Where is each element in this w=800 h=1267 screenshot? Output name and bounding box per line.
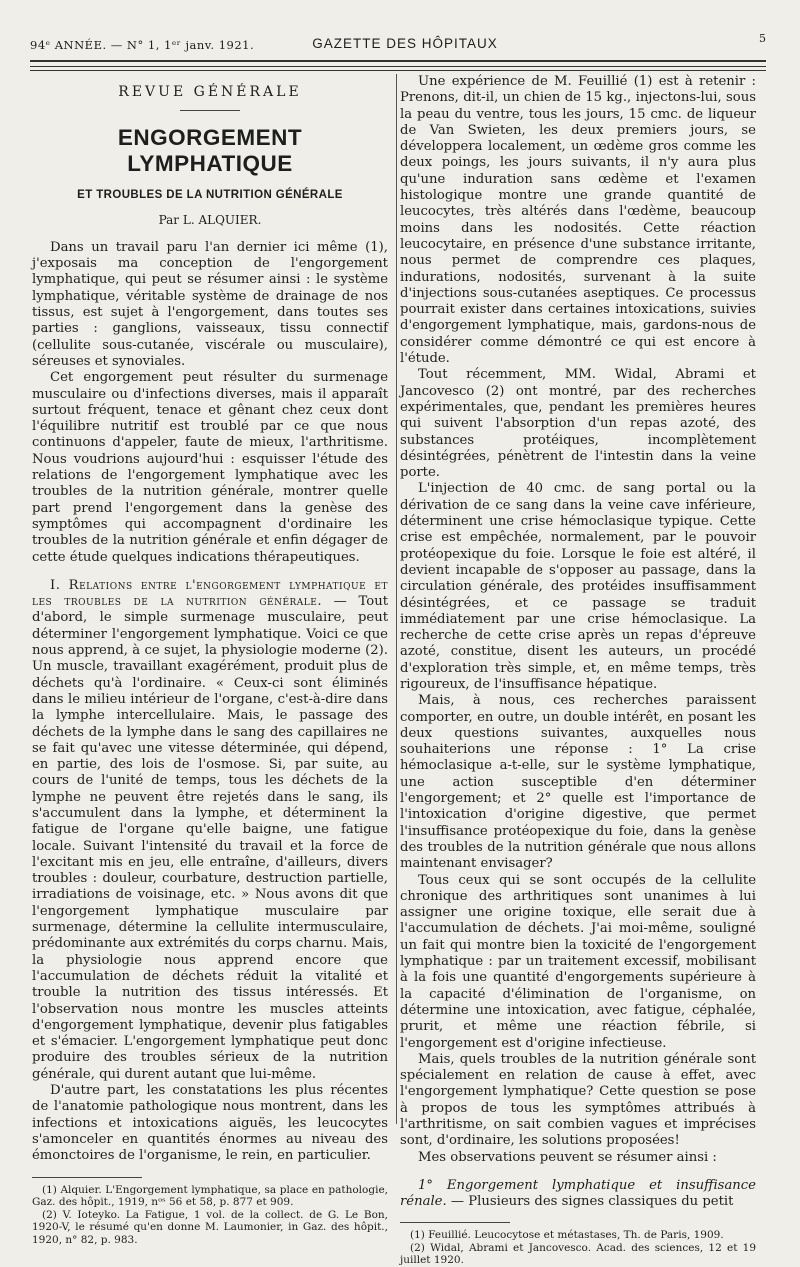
- page-header: [30, 32, 766, 58]
- footnote-rule: [32, 1177, 142, 1178]
- section-body: — Tout d'abord, le simple surmenage musculaire, peut déterminer l'engorgement lymphatique. Voici ce que nous apprend, à ce sujet, la physiologie moderne (2). Un muscle, travaillant exagérément, produit plus de déchets qu'à l'ordinaire. « Ceux-ci sont éliminés dans le milieu intérieur de l'organe, c'est-à-dire dans la lymphe intercellulaire. Mais, le passage des déchets de la lymphe dans le sang des capillaires ne se fait qu'avec une vitesse déterminée, qui dépend, en partie, des lois de l'osmose. Si, par suite, au cours de l'unité de temps, tous les déchets de la lymphe ne peuvent être rejetés dans le sang, ils s'accumulent dans la lymphe, et déterminent la fatigue de l'organe qu'elle baigne, une fatigue locale. Suivant l'intensité du travail et la force de l'excitant mis en jeu, elle entraîne, d'ailleurs, divers troubles : douleur, courbature, destruction partielle, irradiations de voisinage, etc. » Nous avons dit que l'engorgement lymphatique musculaire par surmenage, détermine la cellulite intermusculaire, prédominante aux extrémités du corps charnu. Mais, la physiologie nous apprend encore que l'accumulation de déchets réduit la vitalité et trouble la nutrition des tissus intéressés. Et l'observation nous montre les muscles atteints d'engorgement lymphatique, devenir plus fatigables et s'émacier. L'engorgement lymphatique peut donc produire des troubles sérieux de la nutrition générale, qui durent autant que lui-même.: [32, 594, 389, 1082]
- paragraph: D'autre part, les constatations les plus récentes de l'anatomie pathologique nous montrent, dans les infections et intoxications aiguës, les leucocytes s'amonceler en quantités énormes au niveau des émonctoires de l'organisme, le rein, en particulier.: [32, 1083, 388, 1164]
- right-column: [400, 74, 756, 1267]
- paragraph: [400, 1178, 756, 1211]
- paragraph: Cet engorgement peut résulter du surmenage musculaire ou d'infections diverses, mais il apparaît surtout fréquent, tenace et gênant chez ceux dont l'équilibre nutritif est troublé par ce que nous continuons d'appeler, faute de mieux, l'arthritisme. Nous voudrions aujourd'hui : esquisser l'étude des relations de l'engorgement lymphatique avec les troubles de la nutrition générale, montrer quelle part prend l'engorgement dans la genèse des symptômes qui accompagnent d'ordinaire les troubles de la nutrition générale et enfin dégager de cette étude quelques indications thérapeutiques.: [32, 370, 388, 565]
- section-heading: I. Relations entre l'engorgement lymphatique et les troubles de la nutrition générale.: [32, 577, 388, 610]
- column-divider: [396, 74, 397, 1124]
- journal-title: GAZETTE DES HÔPITAUX: [312, 36, 498, 51]
- paragraph: Mais, à nous, ces recherches paraissent comporter, en outre, un double intérêt, en posant les deux questions suivantes, auxquelles nous souhaiterions une réponse : 1° La crise hémoclasique a-t-elle, sur le système lymphatique, une action susceptible d'en déterminer l'engorgement; et 2° quelle est l'importance de l'intoxication d'origine digestive, que permet l'insuffisance protéopexique du foie, dans la genèse des troubles de la nutrition générale que nous allons maintenant envisager?: [400, 693, 756, 872]
- footnote: (1) Feuillié. Leucocytose et métastases, Th. de Paris, 1909.: [410, 1229, 724, 1242]
- article-subtitle: ET TROUBLES DE LA NUTRITION GÉNÉRALE: [77, 189, 343, 202]
- footnote: (2) Widal, Abrami et Jancovesco. Acad. des sciences, 12 et 19 juillet 1920.: [400, 1241, 756, 1267]
- header-rule: [30, 60, 766, 62]
- paragraph: Dans un travail paru l'an dernier ici même (1), j'exposais ma conception de l'engorgement lymphatique, qui peut se résumer ainsi : le système lymphatique, véritable système de drainage de nos tissus, est sujet à l'engorgement, dans toutes ses parties : ganglions, vaisseaux, tissu connectif (cellulite sous-cutanée, viscérale ou musculaire), séreuses et synoviales.: [32, 239, 388, 369]
- footnote-rule: [400, 1222, 510, 1223]
- section-kicker: REVUE GÉNÉRALE: [118, 84, 302, 100]
- kicker-rule: [180, 110, 240, 111]
- paragraph: Une expérience de M. Feuillié (1) est à retenir : Prenons, dit-il, un chien de 15 kg., injectons-lui, sous la peau du ventre, tous les jours, 15 cmc. de liqueur de Van Swieten, les deux premiers jours, se développera localement, un œdème gros comme les deux poings, les jours suivants, il n'y aura plus qu'une induration sans œdème et l'examen histologique montre une grande quantité de leucocytes, très altérés dans l'œdème, beaucoup moins dans les nodosités. Cette réaction leucocytaire, en présence d'une substance irritante, nous permet de comprendre ces plaques, indurations, nodosités, survenant à la suite d'injections sous-cutanées aseptiques. Ce processus pourrait exister dans certaines intoxications, suivies d'engorgement lymphatique, mais, gardons-nous de considérer comme démontré ce qui est encore à l'étude.: [400, 74, 756, 367]
- header-rule-thin: [30, 66, 766, 67]
- footnote: (2) V. Ioteyko. La Fatigue, 1 vol. de la collect. de G. Le Bon, 1920-V, le résumé qu'en donne M. Laumonier, in Gaz. des hôpit., 1920, n° 82, p. 983.: [32, 1208, 388, 1246]
- paragraph: Tout récemment, MM. Widal, Abrami et Jancovesco (2) ont montré, par des recherches expérimentales, que, pendant les premières heures qui suivent l'absorption d'un repas azoté, des substances protéiques, incomplètement désintégrées, pénètrent de l'intestin dans la veine porte.: [400, 367, 756, 481]
- footnote: (1) Alquier. L'Engorgement lymphatique, sa place en pathologie, Gaz. des hôpit., 1919, nᵒˢ 56 et 58, p. 877 et 909.: [32, 1183, 388, 1209]
- footnotes-right: [400, 1229, 756, 1267]
- paragraph: Mais, quels troubles de la nutrition générale sont spécialement en relation de cause à effet, avec l'engorgement lymphatique? Cette question se pose à propos de tous les symptômes attribués à l'arthritisme, on sait combien vagues et imprécises sont, d'ordinaire, les solutions proposées!: [400, 1051, 756, 1149]
- page-number: 5: [759, 32, 766, 45]
- section-paragraph: [32, 578, 388, 1083]
- subsection-body: — Plusieurs des signes classiques du petit: [446, 1194, 734, 1210]
- footnotes-left: [32, 1184, 388, 1247]
- left-column: [32, 74, 388, 1246]
- article-author: Par L. ALQUIER.: [158, 212, 262, 227]
- subsection-heading: 1° Engorgement lymphatique et insuffisance rénale.: [400, 1177, 756, 1210]
- header-rule-thin-2: [30, 70, 766, 71]
- paragraph: Tous ceux qui se sont occupés de la cellulite chronique des arthritiques sont unanimes à lui assigner une origine toxique, elle serait due à l'accumulation de déchets. J'ai moi-même, souligné un fait qui montre bien la toxicité de l'engorgement lymphatique : par un traitement excessif, mobilisant à la fois une quantité d'engorgements supérieure à la capacité d'élimination de l'organisme, on détermine une intoxication, avec fatigue, céphalée, prurit, et même une réaction fébrile, si l'engorgement est d'origine infectieuse.: [400, 872, 756, 1051]
- article-title: ENGORGEMENT LYMPHATIQUE: [117, 125, 303, 177]
- paragraph: L'injection de 40 cmc. de sang portal ou la dérivation de ce sang dans la veine cave inférieure, déterminent une crise hémoclasique typique. Cette crise est empêchée, normalement, par le pouvoir protéopexique du foie. Lorsque le foie est altéré, il devient incapable de s'opposer au passage, dans la circulation générale, des protéides insuffisamment désintégrées, et ce passage se traduit immédiatement par une crise hémoclasique. La recherche de cette crise après un repas d'épreuve azoté, constitue, disent les auteurs, un procédé d'exploration très simple, et, en même temps, très rigoureux, de l'insuffisance hépatique.: [400, 481, 756, 692]
- paragraph: Mes observations peuvent se résumer ainsi :: [418, 1149, 717, 1165]
- issue-info: 94ᵉ ANNÉE. — N° 1, 1ᵉʳ janv. 1921.: [30, 38, 255, 52]
